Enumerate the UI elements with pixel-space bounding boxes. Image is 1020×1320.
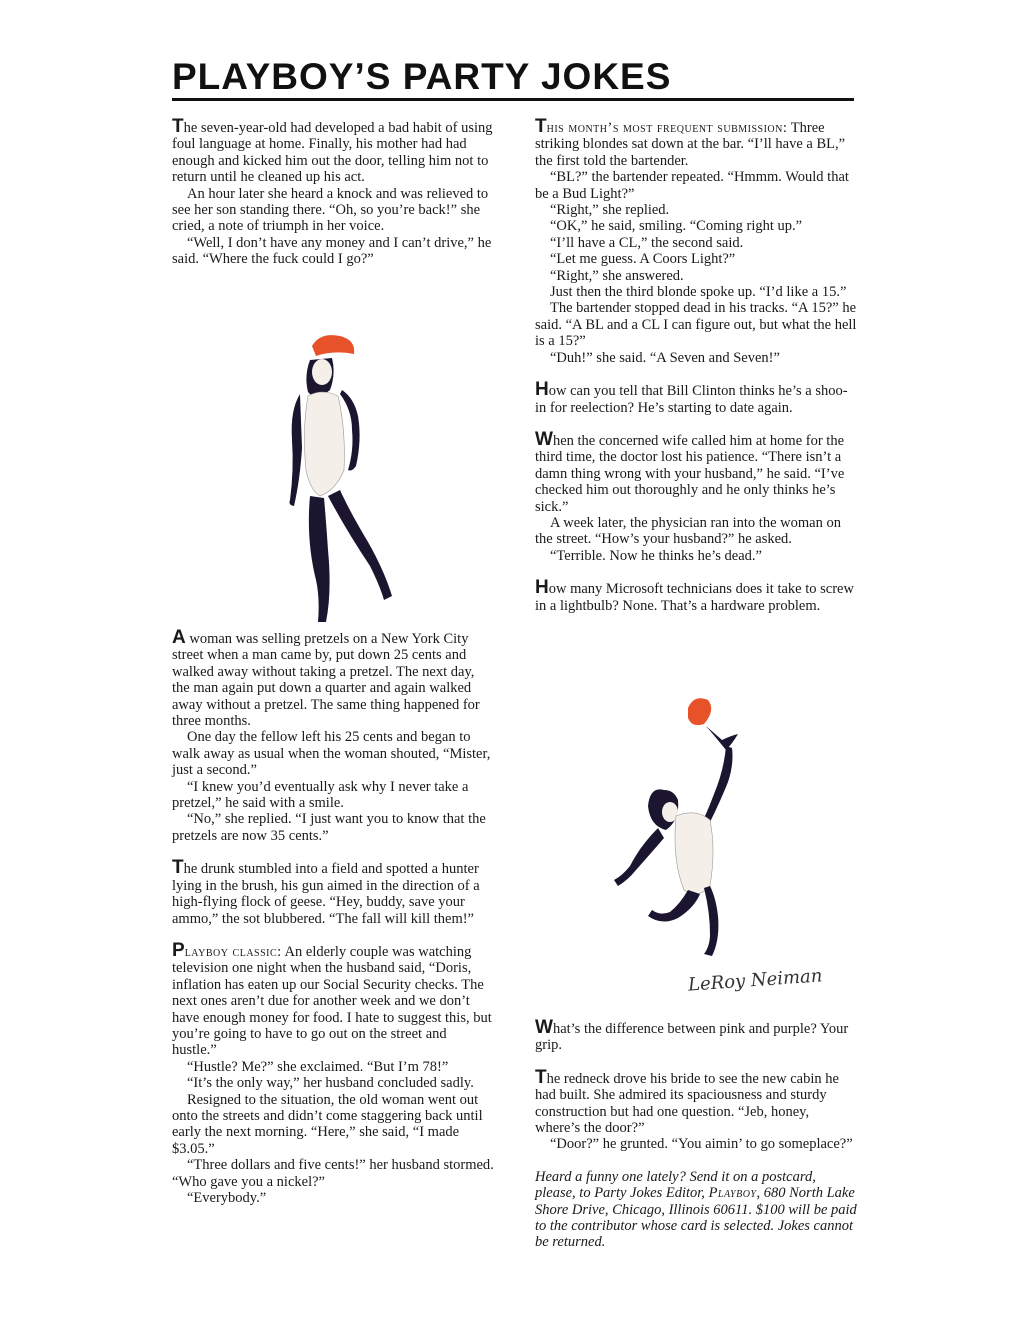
drop-letter: P	[172, 939, 185, 961]
drop-letter: T	[172, 116, 184, 137]
joke-microsoft: How many Microsoft technicians does it take to screw in a lightbulb? None. That’s a hardware problem.	[535, 577, 854, 614]
joke-playboy-classic: Playboy classic: An elderly couple was watching television one night when the husband said, “Doris, inflation has eaten up our Social Security checks. The next ones aren’t due for another week and we don’t have enough money for food. I hate to suggest this, but you’re going to have to go out on the street and hustle.” “Hustle? Me?” she exclaimed. “But I’m 78!” “It’s the only way,” her husband concluded sadly. Resigned to the situation, the old woman went out onto the streets and didn’t come staggering back until early the next morning. “Here,” she said, “I made $3.05.” “Three dollars and five cents!” her husband stormed. “Who gave you a nickel?” “Everybody.”	[172, 939, 494, 1206]
drop-letter: T	[535, 1066, 547, 1088]
drop-letter: W	[535, 428, 553, 450]
right-column-bottom	[535, 1017, 857, 1267]
joke-blondes-bar: This month’s most frequent submission: Three striking blondes sat down at the bar. “I’ll have a BL,” the first told the bartender. “BL?” the bartender repeated. “Hmmm. Would that be a Bud Light?” “Right,” she replied. “OK,” he said, smiling. “Coming right up.” “I’ll have a CL,” the second said. “Let me guess. A Coors Light?” “Right,” she answered. Just then the third blonde spoke up. “I’d like a 15.” The bartender stopped dead in his tracks. “A 15?” he said. “A BL and a CL I can figure out, but what the hell is a 15?” “Duh!” she said. “A Seven and Seven!”	[535, 116, 857, 366]
illustration-jumping-woman	[600, 690, 800, 960]
drop-letter: T	[172, 857, 184, 879]
submission-notice: Heard a funny one lately? Send it on a postcard, please, to Party Jokes Editor, Playboy, 680 North Lake Shore Drive, Chicago, Illinois 60611. $100 will be paid to the contributor whose card is selected. Jokes cannot be returned.	[535, 1168, 857, 1251]
drop-letter: H	[535, 379, 549, 401]
left-column-top	[172, 116, 494, 284]
drop-letter: A	[172, 627, 186, 648]
brand-name: Playboy	[708, 1185, 757, 1202]
joke-redneck-cabin: The redneck drove his bride to see the new cabin he had built. She admired its spaciousness and sturdy construction but had one question. “Jeb, honey, where’s the door?” “Door?” he grunted. “You aimin’ to go someplace?”	[535, 1066, 853, 1153]
left-column-bottom	[172, 627, 494, 1222]
joke-clinton: How can you tell that Bill Clinton thinks he’s a shoo-in for reelection? He’s starting to date again.	[535, 379, 848, 416]
right-column-top	[535, 116, 857, 630]
artist-signature: LeRoy Neiman	[687, 965, 824, 996]
drop-letter: W	[535, 1017, 553, 1038]
title-rule	[172, 98, 854, 101]
illustration-standing-woman	[260, 330, 410, 630]
section-lead: his month’s most frequent submission:	[546, 120, 788, 136]
page-title: PLAYBOY’S PARTY JOKES	[172, 56, 672, 97]
joke-pink-purple: What’s the difference between pink and purple? Your grip.	[535, 1017, 849, 1054]
joke-drunk-hunter: The drunk stumbled into a field and spotted a hunter lying in the brush, his gun aimed in the direction of a high-flying flock of geese. “Hey, buddy, save your ammo,” the sot blubbered. “The fall will kill them!”	[172, 857, 480, 927]
joke-pretzels: A woman was selling pretzels on a New York City street when a man came by, put down 25 cents and walked away without taking a pretzel. The next day, the man again put down a quarter and again walked away without a pretzel. The same thing happened for three months. One day the fellow left his 25 cents and began to walk away as usual when the woman shouted, “Mister, just a second.” “I knew you’d eventually ask why I never take a pretzel,” he said with a smile. “No,” she replied. “I just want you to know that the pretzels are now 35 cents.”	[172, 627, 491, 844]
joke-doctor: When the concerned wife called him at home for the third time, the doctor lost his patience. “There isn’t a damn thing wrong with your husband,” he said. “I’ve checked him out thoroughly and he only thinks he’s sick.” A week later, the physician ran into the woman on the street. “How’s your husband?” he asked. “Terrible. Now he thinks he’s dead.”	[535, 428, 845, 564]
drop-letter: H	[535, 577, 549, 599]
joke-foul-language: The seven-year-old had developed a bad habit of using foul language at home. Finally, his mother had had enough and kicked him out the door, telling him not to return until he cleaned up his act. An hour later she heard a knock and was relieved to see her son standing there. “Oh, so you’re back!” she cried, a note of triumph in her voice. “Well, I don’t have any money and I can’t drive,” he said. “Where the fuck could I go?”	[172, 116, 493, 268]
drop-letter: T	[535, 116, 547, 137]
section-lead: layboy classic:	[184, 943, 282, 960]
